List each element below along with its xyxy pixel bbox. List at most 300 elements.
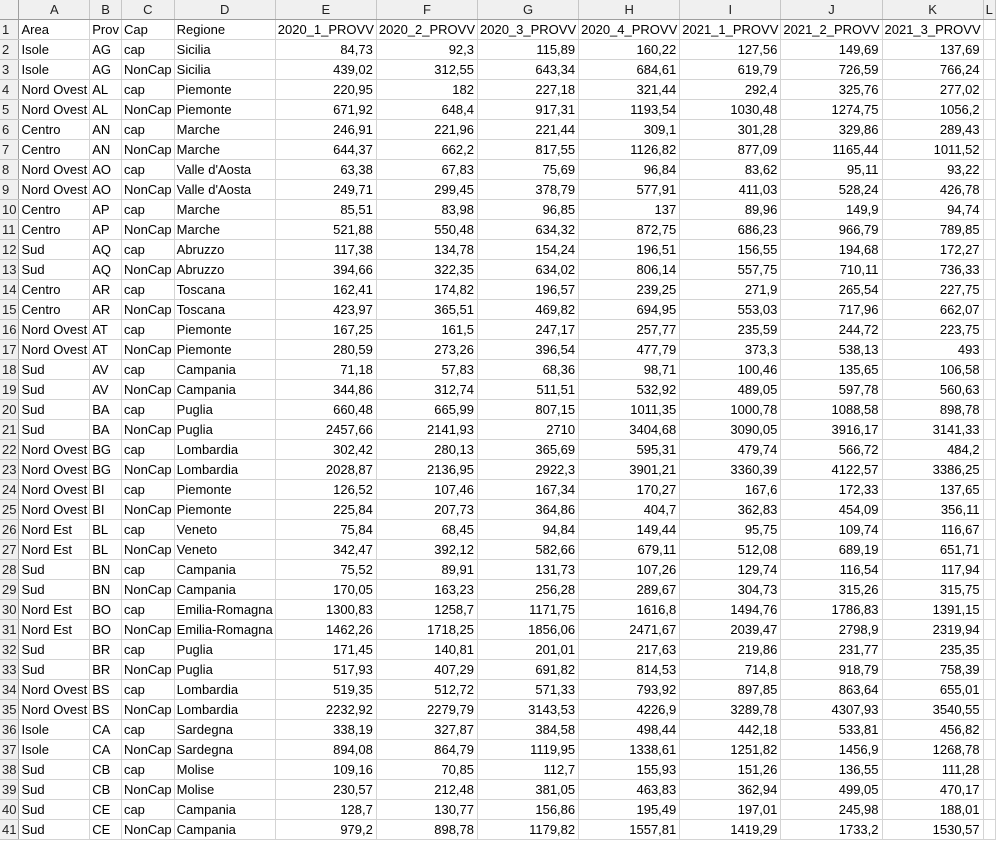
cell[interactable]: Piemonte <box>174 480 275 500</box>
cell[interactable]: 477,79 <box>579 340 680 360</box>
cell[interactable]: 655,01 <box>882 680 983 700</box>
cell[interactable]: 3386,25 <box>882 460 983 480</box>
cell[interactable]: 235,35 <box>882 640 983 660</box>
cell[interactable]: 1011,52 <box>882 140 983 160</box>
cell[interactable]: Nord Ovest <box>19 480 90 500</box>
cell[interactable]: Sud <box>19 780 90 800</box>
cell[interactable]: 1179,82 <box>478 820 579 840</box>
cell[interactable]: 93,22 <box>882 160 983 180</box>
cell[interactable]: Nord Ovest <box>19 320 90 340</box>
cell[interactable]: 2710 <box>478 420 579 440</box>
cell[interactable] <box>983 660 995 680</box>
cell[interactable]: 315,26 <box>781 580 882 600</box>
cell[interactable]: BL <box>90 540 122 560</box>
row-header[interactable]: 29 <box>0 580 19 600</box>
cell[interactable]: 107,46 <box>376 480 477 500</box>
cell[interactable]: Nord Ovest <box>19 460 90 480</box>
cell[interactable]: 126,52 <box>275 480 376 500</box>
cell[interactable]: Campania <box>174 580 275 600</box>
cell[interactable]: 1300,83 <box>275 600 376 620</box>
cell[interactable] <box>983 820 995 840</box>
cell[interactable] <box>983 580 995 600</box>
cell[interactable] <box>983 160 995 180</box>
cell[interactable]: cap <box>121 320 174 340</box>
cell[interactable]: BA <box>90 420 122 440</box>
cell[interactable]: 373,3 <box>680 340 781 360</box>
cell[interactable]: 1530,57 <box>882 820 983 840</box>
cell[interactable]: 1171,75 <box>478 600 579 620</box>
row-header[interactable]: 38 <box>0 760 19 780</box>
cell[interactable]: 219,86 <box>680 640 781 660</box>
cell[interactable]: 140,81 <box>376 640 477 660</box>
cell[interactable]: 95,11 <box>781 160 882 180</box>
cell[interactable]: BR <box>90 640 122 660</box>
cell[interactable]: 1557,81 <box>579 820 680 840</box>
cell[interactable]: 979,2 <box>275 820 376 840</box>
header-cell[interactable]: 2020_2_PROVV <box>376 20 477 40</box>
cell[interactable]: 407,29 <box>376 660 477 680</box>
cell[interactable]: Sud <box>19 400 90 420</box>
cell[interactable]: 423,97 <box>275 300 376 320</box>
cell[interactable]: 344,86 <box>275 380 376 400</box>
cell[interactable]: 689,19 <box>781 540 882 560</box>
cell[interactable]: 2279,79 <box>376 700 477 720</box>
cell[interactable]: 172,27 <box>882 240 983 260</box>
cell[interactable]: NonCap <box>121 60 174 80</box>
cell[interactable]: 96,85 <box>478 200 579 220</box>
cell[interactable] <box>983 60 995 80</box>
cell[interactable]: Sud <box>19 560 90 580</box>
cell[interactable]: 4226,9 <box>579 700 680 720</box>
cell[interactable]: 897,85 <box>680 680 781 700</box>
cell[interactable]: AR <box>90 300 122 320</box>
cell[interactable]: Isole <box>19 40 90 60</box>
cell[interactable]: 498,44 <box>579 720 680 740</box>
row-header[interactable]: 28 <box>0 560 19 580</box>
cell[interactable]: AL <box>90 100 122 120</box>
cell[interactable]: 917,31 <box>478 100 579 120</box>
cell[interactable]: 872,75 <box>579 220 680 240</box>
column-header-l[interactable]: L <box>983 0 995 20</box>
cell[interactable]: 1456,9 <box>781 740 882 760</box>
cell[interactable]: 557,75 <box>680 260 781 280</box>
cell[interactable]: 98,71 <box>579 360 680 380</box>
cell[interactable] <box>983 240 995 260</box>
cell[interactable] <box>983 540 995 560</box>
column-header-h[interactable]: H <box>579 0 680 20</box>
cell[interactable]: Sud <box>19 660 90 680</box>
cell[interactable]: 634,02 <box>478 260 579 280</box>
cell[interactable]: 426,78 <box>882 180 983 200</box>
cell[interactable]: 223,75 <box>882 320 983 340</box>
cell[interactable]: Piemonte <box>174 80 275 100</box>
cell[interactable]: 378,79 <box>478 180 579 200</box>
cell[interactable]: 1462,26 <box>275 620 376 640</box>
cell[interactable]: 75,52 <box>275 560 376 580</box>
cell[interactable]: 710,11 <box>781 260 882 280</box>
cell[interactable]: 2798,9 <box>781 620 882 640</box>
cell[interactable]: Molise <box>174 780 275 800</box>
cell[interactable]: Marche <box>174 120 275 140</box>
cell[interactable]: 595,31 <box>579 440 680 460</box>
cell[interactable]: Isole <box>19 720 90 740</box>
cell[interactable]: Emilia-Romagna <box>174 620 275 640</box>
cell[interactable] <box>983 640 995 660</box>
cell[interactable]: Sud <box>19 580 90 600</box>
cell[interactable]: NonCap <box>121 820 174 840</box>
select-all-corner[interactable] <box>0 0 19 20</box>
cell[interactable]: BA <box>90 400 122 420</box>
cell[interactable]: 289,67 <box>579 580 680 600</box>
cell[interactable]: 246,91 <box>275 120 376 140</box>
row-header[interactable]: 39 <box>0 780 19 800</box>
cell[interactable]: 322,35 <box>376 260 477 280</box>
cell[interactable]: 221,96 <box>376 120 477 140</box>
cell[interactable]: 245,98 <box>781 800 882 820</box>
cell[interactable]: 898,78 <box>882 400 983 420</box>
cell[interactable]: AO <box>90 180 122 200</box>
cell[interactable]: AG <box>90 60 122 80</box>
cell[interactable]: 136,55 <box>781 760 882 780</box>
header-cell[interactable]: 2020_4_PROVV <box>579 20 680 40</box>
cell[interactable]: 726,59 <box>781 60 882 80</box>
cell[interactable]: 280,59 <box>275 340 376 360</box>
cell[interactable]: 227,18 <box>478 80 579 100</box>
cell[interactable]: 814,53 <box>579 660 680 680</box>
cell[interactable]: NonCap <box>121 380 174 400</box>
cell[interactable]: 1056,2 <box>882 100 983 120</box>
cell[interactable]: 553,03 <box>680 300 781 320</box>
cell[interactable]: AR <box>90 280 122 300</box>
cell[interactable]: 156,55 <box>680 240 781 260</box>
cell[interactable] <box>983 560 995 580</box>
cell[interactable]: BI <box>90 500 122 520</box>
cell[interactable]: 107,26 <box>579 560 680 580</box>
cell[interactable]: 1856,06 <box>478 620 579 640</box>
cell[interactable]: Piemonte <box>174 100 275 120</box>
row-header[interactable]: 26 <box>0 520 19 540</box>
cell[interactable]: 167,6 <box>680 480 781 500</box>
cell[interactable]: 793,92 <box>579 680 680 700</box>
row-header[interactable]: 10 <box>0 200 19 220</box>
cell[interactable]: 766,24 <box>882 60 983 80</box>
cell[interactable]: 271,9 <box>680 280 781 300</box>
cell[interactable]: 155,93 <box>579 760 680 780</box>
cell[interactable]: 207,73 <box>376 500 477 520</box>
column-header-f[interactable]: F <box>376 0 477 20</box>
cell[interactable] <box>983 300 995 320</box>
row-header[interactable]: 27 <box>0 540 19 560</box>
cell[interactable] <box>983 420 995 440</box>
cell[interactable]: 512,08 <box>680 540 781 560</box>
cell[interactable]: 167,25 <box>275 320 376 340</box>
cell[interactable]: 493 <box>882 340 983 360</box>
cell[interactable]: 470,17 <box>882 780 983 800</box>
cell[interactable]: 499,05 <box>781 780 882 800</box>
cell[interactable]: 1030,48 <box>680 100 781 120</box>
cell[interactable] <box>983 700 995 720</box>
cell[interactable]: 1391,15 <box>882 600 983 620</box>
cell[interactable]: Valle d'Aosta <box>174 160 275 180</box>
cell[interactable]: 394,66 <box>275 260 376 280</box>
cell[interactable]: NonCap <box>121 660 174 680</box>
cell[interactable]: 156,86 <box>478 800 579 820</box>
cell[interactable]: 70,85 <box>376 760 477 780</box>
cell[interactable]: 188,01 <box>882 800 983 820</box>
cell[interactable]: 292,4 <box>680 80 781 100</box>
cell[interactable]: 817,55 <box>478 140 579 160</box>
cell[interactable]: 75,69 <box>478 160 579 180</box>
cell[interactable]: 131,73 <box>478 560 579 580</box>
cell[interactable] <box>983 380 995 400</box>
cell[interactable]: Piemonte <box>174 320 275 340</box>
cell[interactable]: Sud <box>19 820 90 840</box>
cell[interactable]: 301,28 <box>680 120 781 140</box>
column-header-c[interactable]: C <box>121 0 174 20</box>
cell[interactable]: 3289,78 <box>680 700 781 720</box>
cell[interactable]: 442,18 <box>680 720 781 740</box>
cell[interactable]: Centro <box>19 200 90 220</box>
cell[interactable]: 112,7 <box>478 760 579 780</box>
cell[interactable]: 898,78 <box>376 820 477 840</box>
cell[interactable]: 469,82 <box>478 300 579 320</box>
cell[interactable]: 134,78 <box>376 240 477 260</box>
cell[interactable]: Centro <box>19 220 90 240</box>
cell[interactable] <box>983 760 995 780</box>
cell[interactable]: AT <box>90 340 122 360</box>
cell[interactable] <box>983 780 995 800</box>
cell[interactable]: 1165,44 <box>781 140 882 160</box>
column-header-j[interactable]: J <box>781 0 882 20</box>
cell[interactable]: 966,79 <box>781 220 882 240</box>
row-header[interactable]: 32 <box>0 640 19 660</box>
cell[interactable] <box>983 280 995 300</box>
cell[interactable]: Nord Ovest <box>19 100 90 120</box>
cell[interactable]: Isole <box>19 60 90 80</box>
row-header[interactable]: 36 <box>0 720 19 740</box>
column-header-a[interactable]: A <box>19 0 90 20</box>
cell[interactable]: Nord Ovest <box>19 680 90 700</box>
cell[interactable]: 1088,58 <box>781 400 882 420</box>
header-cell[interactable]: 2021_2_PROVV <box>781 20 882 40</box>
cell[interactable]: 135,65 <box>781 360 882 380</box>
cell[interactable]: 280,13 <box>376 440 477 460</box>
cell[interactable]: BO <box>90 600 122 620</box>
cell[interactable]: 257,77 <box>579 320 680 340</box>
cell[interactable]: cap <box>121 240 174 260</box>
cell[interactable]: BG <box>90 440 122 460</box>
row-header[interactable]: 4 <box>0 80 19 100</box>
cell[interactable]: cap <box>121 520 174 540</box>
header-cell[interactable] <box>983 20 995 40</box>
cell[interactable]: 265,54 <box>781 280 882 300</box>
cell[interactable]: 312,74 <box>376 380 477 400</box>
cell[interactable]: 128,7 <box>275 800 376 820</box>
cell[interactable]: Emilia-Romagna <box>174 600 275 620</box>
cell[interactable]: 149,69 <box>781 40 882 60</box>
cell[interactable]: BS <box>90 680 122 700</box>
cell[interactable] <box>983 460 995 480</box>
cell[interactable]: 660,48 <box>275 400 376 420</box>
cell[interactable]: 194,68 <box>781 240 882 260</box>
cell[interactable]: AN <box>90 120 122 140</box>
cell[interactable]: 116,67 <box>882 520 983 540</box>
cell[interactable]: AP <box>90 220 122 240</box>
cell[interactable]: Nord Ovest <box>19 500 90 520</box>
cell[interactable]: cap <box>121 360 174 380</box>
cell[interactable]: 404,7 <box>579 500 680 520</box>
cell[interactable]: 758,39 <box>882 660 983 680</box>
cell[interactable] <box>983 680 995 700</box>
cell[interactable]: 789,85 <box>882 220 983 240</box>
cell[interactable]: cap <box>121 560 174 580</box>
cell[interactable] <box>983 340 995 360</box>
cell[interactable]: 1274,75 <box>781 100 882 120</box>
cell[interactable]: 149,44 <box>579 520 680 540</box>
cell[interactable]: 550,48 <box>376 220 477 240</box>
cell[interactable]: 196,57 <box>478 280 579 300</box>
cell[interactable]: 4122,57 <box>781 460 882 480</box>
cell[interactable]: 489,05 <box>680 380 781 400</box>
cell[interactable]: 511,51 <box>478 380 579 400</box>
cell[interactable]: 665,99 <box>376 400 477 420</box>
cell[interactable]: 533,81 <box>781 720 882 740</box>
cell[interactable]: 172,33 <box>781 480 882 500</box>
cell[interactable]: 67,83 <box>376 160 477 180</box>
cell[interactable]: 71,18 <box>275 360 376 380</box>
cell[interactable]: 130,77 <box>376 800 477 820</box>
cell[interactable] <box>983 740 995 760</box>
cell[interactable]: 691,82 <box>478 660 579 680</box>
cell[interactable]: 83,98 <box>376 200 477 220</box>
cell[interactable]: 356,11 <box>882 500 983 520</box>
cell[interactable]: 571,33 <box>478 680 579 700</box>
cell[interactable]: 94,74 <box>882 200 983 220</box>
cell[interactable]: Campania <box>174 800 275 820</box>
cell[interactable]: 1268,78 <box>882 740 983 760</box>
cell[interactable] <box>983 360 995 380</box>
cell[interactable] <box>983 500 995 520</box>
row-header[interactable]: 40 <box>0 800 19 820</box>
cell[interactable]: 679,11 <box>579 540 680 560</box>
cell[interactable]: 127,56 <box>680 40 781 60</box>
cell[interactable]: 96,84 <box>579 160 680 180</box>
cell[interactable]: 521,88 <box>275 220 376 240</box>
cell[interactable]: AQ <box>90 260 122 280</box>
cell[interactable]: NonCap <box>121 780 174 800</box>
row-header[interactable]: 2 <box>0 40 19 60</box>
cell[interactable]: Abruzzo <box>174 260 275 280</box>
cell[interactable]: 89,91 <box>376 560 477 580</box>
cell[interactable]: Centro <box>19 280 90 300</box>
cell[interactable]: 736,33 <box>882 260 983 280</box>
header-cell[interactable]: Prov <box>90 20 122 40</box>
cell[interactable]: Nord Est <box>19 600 90 620</box>
row-header[interactable]: 37 <box>0 740 19 760</box>
cell[interactable]: 151,26 <box>680 760 781 780</box>
row-header[interactable]: 12 <box>0 240 19 260</box>
cell[interactable]: cap <box>121 120 174 140</box>
cell[interactable]: 597,78 <box>781 380 882 400</box>
cell[interactable]: CE <box>90 800 122 820</box>
cell[interactable]: 662,07 <box>882 300 983 320</box>
cell[interactable]: 1011,35 <box>579 400 680 420</box>
cell[interactable]: 212,48 <box>376 780 477 800</box>
cell[interactable]: Lombardia <box>174 700 275 720</box>
cell[interactable]: 439,02 <box>275 60 376 80</box>
cell[interactable]: 1251,82 <box>680 740 781 760</box>
cell[interactable]: Centro <box>19 300 90 320</box>
header-cell[interactable]: Regione <box>174 20 275 40</box>
cell[interactable]: 117,94 <box>882 560 983 580</box>
cell[interactable]: BR <box>90 660 122 680</box>
cell[interactable]: Puglia <box>174 420 275 440</box>
cell[interactable]: 92,3 <box>376 40 477 60</box>
cell[interactable]: 479,74 <box>680 440 781 460</box>
cell[interactable]: Marche <box>174 140 275 160</box>
cell[interactable]: Nord Ovest <box>19 340 90 360</box>
cell[interactable]: 289,43 <box>882 120 983 140</box>
cell[interactable]: 1258,7 <box>376 600 477 620</box>
cell[interactable]: Nord Ovest <box>19 700 90 720</box>
cell[interactable]: 321,44 <box>579 80 680 100</box>
cell[interactable]: 577,91 <box>579 180 680 200</box>
row-header[interactable]: 17 <box>0 340 19 360</box>
row-header[interactable]: 22 <box>0 440 19 460</box>
cell[interactable]: cap <box>121 440 174 460</box>
cell[interactable]: 1733,2 <box>781 820 882 840</box>
cell[interactable]: NonCap <box>121 180 174 200</box>
cell[interactable]: AV <box>90 360 122 380</box>
cell[interactable]: NonCap <box>121 420 174 440</box>
header-cell[interactable]: 2021_1_PROVV <box>680 20 781 40</box>
cell[interactable]: 2922,3 <box>478 460 579 480</box>
cell[interactable]: 396,54 <box>478 340 579 360</box>
cell[interactable]: cap <box>121 400 174 420</box>
cell[interactable]: CA <box>90 740 122 760</box>
cell[interactable]: 528,24 <box>781 180 882 200</box>
cell[interactable]: 302,42 <box>275 440 376 460</box>
cell[interactable]: 1786,83 <box>781 600 882 620</box>
cell[interactable]: Sud <box>19 420 90 440</box>
cell[interactable]: BS <box>90 700 122 720</box>
cell[interactable]: 1616,8 <box>579 600 680 620</box>
cell[interactable]: NonCap <box>121 140 174 160</box>
cell[interactable]: Toscana <box>174 280 275 300</box>
cell[interactable]: 512,72 <box>376 680 477 700</box>
cell[interactable]: 84,73 <box>275 40 376 60</box>
cell[interactable]: 644,37 <box>275 140 376 160</box>
cell[interactable]: 201,01 <box>478 640 579 660</box>
cell[interactable]: 137 <box>579 200 680 220</box>
cell[interactable]: Piemonte <box>174 340 275 360</box>
cell[interactable]: Puglia <box>174 660 275 680</box>
cell[interactable]: cap <box>121 680 174 700</box>
cell[interactable]: 111,28 <box>882 760 983 780</box>
row-header[interactable]: 20 <box>0 400 19 420</box>
row-header[interactable]: 8 <box>0 160 19 180</box>
row-header[interactable]: 15 <box>0 300 19 320</box>
cell[interactable]: 100,46 <box>680 360 781 380</box>
cell[interactable]: NonCap <box>121 540 174 560</box>
cell[interactable]: Valle d'Aosta <box>174 180 275 200</box>
cell[interactable]: 3090,05 <box>680 420 781 440</box>
cell[interactable]: 517,93 <box>275 660 376 680</box>
cell[interactable]: 864,79 <box>376 740 477 760</box>
cell[interactable]: 362,94 <box>680 780 781 800</box>
cell[interactable]: 3916,17 <box>781 420 882 440</box>
cell[interactable]: 329,86 <box>781 120 882 140</box>
